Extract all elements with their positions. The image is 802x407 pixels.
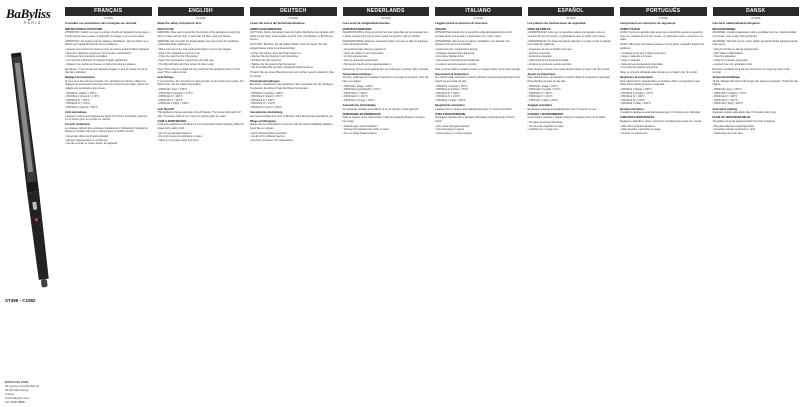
list-item: • Accendere l'apparecchio. (435, 55, 465, 59)
language-header: FRANÇAIS (65, 7, 152, 16)
list-item: • Achten Sie darauf, dass das Haar trocken ist. (250, 51, 302, 55)
list-item: • Opbevares på et tørt sted. (712, 131, 744, 135)
paragraph: ATTENZIONE: Non toccare le piastre riscaldanti e non lasciare mai l'apparecchio acceso incustodito. (435, 39, 510, 47)
bullet-list (65, 135, 152, 146)
language-column (617, 7, 710, 403)
list-item: • Do not immerse the appliance in water. (157, 135, 203, 139)
list-item: • Certifique-se de que o cabelo está seco. (620, 51, 667, 55)
paragraph: ADVARSEL: Rør ikke ved de varme plader og efterlad aldrig apparatet tændt uden opsyn. (712, 39, 798, 47)
list-item: • PROFILE IV = 210°C (435, 95, 461, 99)
section-heading: GEBRUIKSAANWIJZING (342, 27, 372, 31)
column-body (435, 28, 522, 136)
paragraph: Scollegare l'apparecchio e lasciarlo raffreddare completamente prima di pulirlo. (435, 116, 515, 123)
language-column (62, 7, 155, 403)
paragraph: Nota: al primo utilizzo potrebbe esserci un leggero odore. È del tutto normale. (435, 67, 521, 71)
list-item: • Brug ikke slibende rengøringsmidler. (712, 124, 755, 128)
column-intro: Leggere prima le istruzioni di sicurezza. (435, 21, 489, 25)
list-item: • Keine Scheuermittel verwenden. (250, 131, 288, 135)
list-item: • Conservare in un luogo asciutto. (435, 131, 473, 135)
paragraph: Nota: durante el primer uso puede desprenderse un ligero olor. Es normal. (527, 67, 610, 71)
list-item: • PROFILE V (high) = 230°C (157, 102, 190, 106)
section-heading: VERZORGING EN ONDERHOUD (342, 112, 381, 116)
bullet-list (620, 52, 707, 70)
column-body (158, 28, 245, 143)
column-intro: Lees eerst de veiligheidsinstructies. (342, 21, 391, 25)
column-body (343, 28, 430, 136)
paragraph: Het apparaat schakelt automatisch uit na 72 minuten zonder gebruik. (342, 107, 419, 111)
hair-straightener-icon (5, 42, 57, 292)
section-heading: Temperatuurinstellingen (342, 72, 372, 76)
list-item: • PROFILE IV = 210°C (342, 95, 368, 99)
column-intro: Consultez ces précautions des consignes de sécurité. (65, 21, 137, 25)
footer-line: France (5, 392, 15, 396)
list-item: • Les témoins s'allument et l'appareil chauffe rapidement. (65, 58, 129, 62)
bullet-list (65, 48, 152, 66)
footer-line: www.babyliss.com (5, 396, 30, 400)
section-heading: Spegnimento automatico (435, 103, 465, 107)
list-item: • Select the temperature required for your hair type. (157, 58, 215, 62)
list-item: • Ranger l'appareil dans un endroit sec. (65, 138, 109, 142)
bullet-list (343, 48, 430, 66)
paragraph: Bemærk: ved første brug kan der forekomme en svag lugt. Det er helt normalt. (712, 67, 790, 75)
list-item: • Não mergulhe o aparelho em água. (620, 128, 661, 132)
list-item: • Séparez une mèche de cheveux et placez-la entre les plaques. (65, 62, 137, 66)
list-item: • PROFILE III = 190°C (65, 98, 90, 102)
paragraph: Haal de stekker uit het stopcontact en laat het apparaat afkoelen voordat u het reinigt. (342, 116, 426, 123)
section-heading: HOW TO USE (157, 27, 174, 31)
list-item: • PROFILE I (bassa) = 150°C (435, 84, 468, 88)
list-item: • Schalten Sie das Gerät ein. (250, 58, 283, 62)
section-heading: Conseils d'utilisation (65, 123, 91, 127)
list-item: • Sæt stikket i stikkontakten. (712, 51, 744, 55)
list-item: • PROFILE III = 190°C (342, 91, 368, 95)
list-item: • Enchufe el aparato. (527, 51, 551, 55)
list-item: • PROFILE III = 190°C (620, 95, 645, 99)
paragraph: ¡ADVERTENCIA!: No toque las placas calientes y no deje nunca el aparato encendido sin vigilancia. (527, 39, 611, 47)
language-header: NEDERLANDS (343, 7, 430, 16)
language-header: ITALIANO (435, 7, 522, 16)
paragraph: L'apparecchio si spegne automaticamente dopo 72 minuti di inutilizzo. (435, 107, 513, 111)
list-item: • PROFILE II (gemiddeld) = 170°C (342, 88, 381, 92)
list-item: • No utilice productos abrasivos. (527, 121, 564, 125)
list-item: • PROFILE I (baixa) = 150°C (620, 88, 652, 92)
list-item: • PROFILE V (élevé) = 230°C (65, 106, 98, 110)
paragraph: ADVARSEL: Undgå at apparatets varme overflade kommer i direkte kontakt med huden, især ansigt, hals og hænder. (712, 31, 797, 38)
bullet-list (528, 48, 615, 66)
list-item: • Press the switch to the ON position. (157, 55, 199, 59)
model-code: ST496E (196, 17, 206, 20)
paragraph: Unplug the appliance and allow it to cool completely before cleaning. Wipe the plates with a damp cloth. (157, 123, 244, 130)
language-header: PORTUGUÊS (620, 7, 707, 16)
section-heading: CURA E MANUTENZIONE (435, 112, 466, 116)
section-heading: BRUGSANVISNING (712, 27, 736, 31)
list-item: • Asegúrese de que el cabello esté seco. (527, 48, 573, 52)
paragraph: Voor fijn, geblondeerd of gekleurd haar kiest u een lage temperatuur. Voor dik haar een hogere. (342, 76, 429, 83)
footer-line: 99 avenue Aristide Briand (5, 384, 40, 388)
language-column (525, 7, 618, 403)
bullet-list (435, 85, 522, 103)
section-heading: Automatisk slukning (712, 107, 738, 111)
model-code: ST496E (566, 17, 576, 20)
column-intro: Read the safety instructions first. (157, 21, 202, 25)
footer-line: BABYLISS SARL (5, 380, 30, 384)
list-item: • PROFILE II (middel) = 170°C (712, 91, 747, 95)
list-item: • Tænd for apparatet. (712, 55, 737, 59)
list-item: • PROFILE II (media) = 170°C (527, 88, 561, 92)
list-item: • PROFILE V (alta) = 230°C (435, 98, 466, 102)
paragraph: If you have fine, thin, bleached or coloured hair use the lower heat setting. For thicker hair, use the higher heat setting. (157, 79, 244, 87)
paragraph: Ziehen Sie den Netzstecker und lassen Sie das Gerät vollständig abkühlen, bevor Sie es reinigen. (250, 123, 334, 130)
section-heading: CARE & MAINTENANCE (157, 119, 187, 123)
paragraph: WAARSCHUWING: Zorg ervoor dat het hete oppervlak van het apparaat niet in direct contact komt met de huid, vooral met gezicht, hals en handen. (342, 31, 428, 38)
brand-logo: BaByliss (6, 6, 51, 21)
list-item: • Non immergere in acqua. (435, 128, 465, 132)
section-heading: Ajustes de temperatura (527, 72, 556, 76)
list-item: • PROFILE III = 190°C (157, 95, 183, 99)
bullet-list (158, 132, 245, 143)
list-item: • Branchez l'appareil et appuyez sur le bouton marche/arrêt. (65, 51, 132, 55)
list-item: • PROFILE IV = 210°C (620, 98, 646, 102)
paragraph: Si vous avez des cheveux bouclés, fins, décolorés ou colorés, utilisez les réglages de température plus bas. Pour des cheveux plus épais, utilisez les réglages de température plus élevés. (65, 79, 149, 90)
paragraph: ¡ADVERTENCIA!: Evite que la superficie caliente del aparato entre en contacto directo con la piel, en particular la cara, el cuello y las manos. (527, 31, 606, 38)
paragraph: WARNING: Take care to avoid the hot surface of the appliance coming into direct contact with the skin, in particular the face, neck and hands. (157, 31, 241, 38)
bullet-list (158, 48, 245, 66)
list-item: • PROFILE V (høj) = 230°C (712, 102, 743, 106)
bullet-list (713, 125, 800, 136)
section-heading: CUIDADOS E MANUTENÇÃO (620, 116, 655, 120)
list-item: • Steek de stekker in het stopcontact. (342, 51, 384, 55)
footer-line: Tel: 0800 8888 (5, 400, 25, 404)
list-item: • Ligue o aparelho. (620, 58, 641, 62)
bullet-list (435, 48, 522, 66)
paragraph: Til fint, afbleget eller farvet hår bruges den laveste temperatur. Til tykt hår den højeste. (712, 79, 799, 87)
section-heading: Automatische uitschakeling (342, 103, 376, 107)
paragraph: WAARSCHUWING: Raak de verwarmde platen niet aan en laat het apparaat nooit onbeheerd achter. (342, 39, 428, 47)
section-heading: COMO UTILIZAR (620, 27, 640, 31)
bullet-list (620, 125, 707, 136)
list-item: • PROFILE II (medium) = 170°C (157, 91, 193, 95)
list-item: • PROFILE V (hoch) = 230°C (250, 106, 283, 110)
list-item: • PROFILE III = 190°C (712, 95, 738, 99)
list-item: • Op een droge plaats bewaren. (342, 131, 378, 135)
list-item: • The light will flash and then remain lit when ready. (157, 62, 215, 66)
column-body (250, 28, 337, 143)
column-intro: Leia primeiro as instruções de segurança. (620, 21, 676, 25)
list-item: • Het lampje brandt als het apparaat klaar is. (342, 62, 392, 66)
list-item: • PROFILE I (baja) = 150°C (527, 84, 559, 88)
section-heading: GEBRAUCHSANWEISUNG (250, 27, 282, 31)
column-intro: Lesen Sie zuerst die Sicherheitshinweise. (250, 21, 306, 25)
paragraph: Para cabelos finos, descolorados ou pintados utilize a temperatura mais baixa. Para cabelos grossos a mais alta. (620, 79, 700, 87)
list-item: • Não utilize produtos abrasivos. (620, 124, 656, 128)
section-heading: Automatische Abschaltung (250, 111, 283, 115)
paragraph: O aparelho desliga-se automaticamente após 72 minutos sem utilização. (620, 111, 701, 115)
section-heading: Pflege und Reinigung (250, 119, 276, 123)
bullet-list (435, 125, 522, 136)
list-item: • Vælg den ønskede temperatur. (712, 58, 749, 62)
model-code: ST496E (473, 17, 483, 20)
section-heading: Regulações de temperatura (620, 76, 653, 80)
section-heading: Auto Shut-Off (157, 107, 174, 111)
bullet-list (528, 85, 615, 103)
paragraph: Desenchufe el aparato y déjelo enfriar por completo antes de limpiarlo. (527, 116, 606, 120)
bullet-list (343, 85, 430, 103)
language-header: DANSK (713, 7, 800, 16)
list-item: • Collegare l'apparecchio alla presa. (435, 51, 475, 55)
list-item: • Guárdelo en un lugar seco. (527, 128, 560, 132)
list-item: • An einem trockenen Ort aufbewahren. (250, 138, 294, 142)
paragraph: ATTENTION ! Ne touchez pas les plaques chauffantes. Ne les plaisez ni ne laissez pas l'appareil branché sans surveillance. (65, 39, 149, 47)
list-item: • Kies de gewenste temperatuur. (342, 58, 379, 62)
paragraph: Das Gerät schaltet sich nach 72 Minuten ohne Benutzung automatisch aus. (250, 114, 334, 118)
list-item: • PROFILE V (alta) = 230°C (620, 102, 651, 106)
bullet-list (250, 52, 337, 70)
list-item: • Zet het apparaat aan. (342, 55, 368, 59)
language-header: DEUTSCH (250, 7, 337, 16)
paragraph: Opmerking: bij het eerste gebruik kan een lichte geur ontstaan. Dit is normaal. (342, 67, 429, 71)
bullet-list (528, 121, 615, 132)
list-item: • Stecken Sie den Stecker in die Steckdose. (250, 55, 299, 59)
model-code: ST496E (288, 17, 298, 20)
section-heading: CUIDADO Y MANTENIMIENTO (527, 112, 564, 116)
model-code: ST496E (103, 17, 113, 20)
paragraph: ATTENZIONE: Evitare che la superficie calda dell'apparecchio entri in contatto diretto con la pelle, in particolare viso, collo e mani. (435, 31, 513, 38)
list-item: • Gebruik geen schuurmiddelen. (342, 124, 379, 128)
paragraph: This appliance has an automatic shut-off feature. The product will switch off after 72 minutes without use. Press the switch again to restart. (157, 111, 241, 118)
list-item: • Choisissez la température souhaitée. (65, 55, 108, 59)
paragraph: L'appareil s'éteint automatiquement après 72 minutes d'inactivité. Appuyez sur le bouton pour le remettre en marche. (65, 114, 148, 122)
list-item: • PROFILE II (média) = 170°C (620, 91, 654, 95)
list-item: • Apparatet må ikke nedsænkes i vand. (712, 128, 756, 132)
paragraph: Note: There may be a slight burning smell from the appliance when it's first used. This is quite normal. (157, 67, 241, 75)
list-item: • No sumerja el aparato en agua. (527, 124, 565, 128)
paragraph: ACHTUNG: Achten Sie darauf, dass die heiße Oberfläche des Gerätes nicht direkt mit der Haut, insbesondere Gesicht, Hals und Händen, in Berührung kommt. (250, 31, 335, 42)
bullet-list (250, 132, 337, 143)
paragraph: Bei feinem, blondiertem oder gefärbtem Haar verwenden Sie die niedrigere Temperatur, bei dickem Haar die höhere Temperatur. (250, 83, 334, 90)
list-item: • Dompel het apparaat niet onder in water. (342, 128, 390, 132)
list-item: • Plug in the straightener and turn it on. (157, 51, 201, 55)
language-column (432, 7, 525, 403)
paragraph: ATTENTION ! Veillez à ce que la surface chauffe de l'appareil n'entre pas en contact direct avec la peau en particulier du visage, le cou ou les mains. (65, 31, 150, 38)
column-body (620, 28, 707, 136)
list-item: • Gerät nicht in Wasser tauchen. (250, 135, 286, 139)
brand-sidebar (0, 0, 62, 407)
paragraph: Apparatet slukker automatisk efter 72 minutter uden brug. (712, 111, 777, 115)
section-heading: INSTRUCTIONS D'UTILISATION (65, 27, 103, 31)
list-item: • PROFILE I (lav) = 150°C (712, 88, 742, 92)
column-body (528, 28, 615, 132)
list-item: • PROFILE IV = 210°C (527, 95, 553, 99)
list-item: • PROFILE II (mittel) = 170°C (250, 95, 283, 99)
list-item: • Lampen lyser når apparatet er klar. (712, 62, 753, 66)
language-column (340, 7, 433, 403)
paragraph: Nota: na primeira utilização pode libertar-se um ligeiro odor. É normal. (620, 71, 698, 75)
list-item: • Selezionare la temperatura desiderata. (435, 58, 480, 62)
column-body (713, 28, 800, 136)
bullet-list (713, 88, 800, 106)
list-item: • Die Kontrollleuchte leuchtet, sobald das Gerät bereit ist. (250, 66, 314, 70)
section-heading: PLEJE OG VEDLIGEHOLDELSE (712, 116, 751, 120)
section-heading: MODO DE EMPLEO (527, 27, 551, 31)
list-item: • Make sure hair is dry and combed through to remove any tangles. (157, 48, 232, 52)
paragraph: El aparato se apaga automáticamente tras 72 minutos sin uso. (527, 107, 597, 111)
manufacturer-footer (5, 380, 61, 404)
section-heading: Impostazioni di temperatura (435, 72, 469, 76)
list-item: • PROFILE III = 190°C (250, 98, 275, 102)
list-item: • PROFILE V (alta) = 230°C (527, 98, 559, 102)
list-item: • Do not use abrasive cleaners. (157, 131, 193, 135)
list-item: • A luz acende quando está pronto. (620, 66, 659, 70)
paragraph: Hinweis: Bei der ersten Benutzung kann ein leichter Geruch entstehen. Dies ist normal. (250, 71, 335, 78)
list-item: • El piloto se enciende cuando está listo. (527, 62, 573, 66)
paragraph: Tag stikket ud og lad apparatet køle helt af før rengøring. (712, 119, 776, 123)
bullet-list (343, 125, 430, 136)
list-item: • Ne jamais utiliser de produits abrasifs. (65, 135, 109, 139)
footer-line: 92120 Montrouge (5, 388, 29, 392)
column-body (65, 28, 152, 146)
list-item: • PROFILE I (faible) = 150°C (65, 91, 97, 95)
list-item: • Sørg for at håret er tørt og redt igennem. (712, 48, 760, 52)
list-item: • PROFILE IV = 210°C (157, 98, 183, 102)
section-heading: UTILIZZO (435, 27, 447, 31)
paragraph: WARNING: Do not touch the heated plates and never leave the appliance unattended while switched on. (157, 39, 239, 47)
list-item: • Non usare detergenti abrasivi. (435, 124, 470, 128)
paragraph: Desligue o aparelho e deixe-o arrefecer completamente antes de o limpar. (620, 119, 703, 123)
list-item: • Encienda el aparato. (527, 55, 553, 59)
paragraph: Para cabellos finos, decolorados o teñidos utilice la temperatura más baja. Para cabellos gruesos la más alta. (527, 76, 610, 83)
bullet-list (250, 92, 337, 110)
list-item: • PROFILE II (media) = 170°C (435, 88, 469, 92)
list-item: • Assurez-vous d'avoir les cheveux secs et propres avant d'utiliser l'appareil. (65, 48, 150, 52)
model-number: ST496 - C1082 (5, 298, 36, 303)
language-header: ESPAÑOL (528, 7, 615, 16)
list-item: • Ligue o aparelho à tomada. (620, 55, 653, 59)
language-columns (62, 7, 802, 403)
language-column (247, 7, 340, 403)
paragraph: Remarque : il est normal que l'appareil dégage un peu de fumée lors de la première utilisation. (65, 67, 148, 75)
paragraph: Per capelli sottili, decolorati o colorati utilizzare la temperatura più bassa. Per capelli spessi quella più alta. (435, 76, 521, 83)
list-item: • PROFILE IV = 210°C (712, 98, 738, 102)
bullet-list (713, 48, 800, 66)
model-code: ST496E (658, 17, 668, 20)
list-item: • PROFILE I (niedrig) = 150°C (250, 91, 284, 95)
list-item: • PROFILE I (low) = 150°C (157, 88, 188, 92)
language-column (155, 7, 248, 403)
list-item: • Zorg dat het haar droog en gekamd is. (342, 48, 387, 52)
list-item: • PROFILE I (laag) = 150°C (342, 84, 374, 88)
list-item: • Assicurarsi che i capelli siano asciutti. (435, 48, 479, 52)
column-intro: Læs først sikkerhedsanvisningerne. (712, 21, 761, 25)
list-item: • Ne pas enrouler le cordon autour de l'appareil. (65, 142, 118, 146)
section-heading: Temperaturindstillinger (712, 76, 741, 80)
paragraph: AVISO: Tenha em atenção para evitar que a superfície quente do aparelho entre em contacto directo com a pele, em particular a cara, o pescoço e as mãos. (620, 31, 703, 42)
bullet-list (158, 88, 245, 106)
list-item: • Wählen Sie die gewünschte Temperatur. (250, 62, 297, 66)
language-header: ENGLISH (158, 7, 245, 16)
section-heading: Réglages de température (65, 76, 95, 80)
list-item: • PROFILE III = 190°C (435, 91, 460, 95)
paragraph: ACHTUNG: Berühren Sie die heißen Platten nicht und lassen Sie das eingeschaltete Gerät nie unbeaufsichtigt. (250, 43, 327, 50)
brand-tagline: PARIS (24, 21, 42, 25)
section-heading: Temperatureinstellungen (250, 79, 280, 83)
section-heading: Desligar automático (620, 107, 644, 111)
list-item: • PROFILE III = 190°C (527, 91, 553, 95)
bullet-list (620, 88, 707, 106)
language-column (710, 7, 802, 403)
list-item: • PROFILE V (hoog) = 230°C (342, 98, 375, 102)
list-item: • PROFILE IV = 210°C (250, 102, 276, 106)
model-code: ST496E (751, 17, 761, 20)
list-item: • PROFILE II (moyen) = 170°C (65, 95, 100, 99)
list-item: • Store in a dry place away from heat. (157, 138, 200, 142)
section-heading: Arrêt automatique (65, 111, 87, 115)
paragraph: Les plaques doivent être nettoyées régulièrement. Débranchez l'appareil et laissez-le refroidir avant de le nettoyer avec un chiffon humide. (65, 126, 149, 134)
list-item: • Seleccione la temperatura deseada. (527, 58, 570, 62)
paragraph: AVISO: Não toque nas placas quentes e nunca deixe o aparelho ligado sem vigilância. (620, 43, 705, 50)
list-item: • La spia si accende quando è pronto. (435, 62, 477, 66)
section-heading: Apagado automático (527, 103, 553, 107)
bullet-list (65, 92, 152, 110)
list-item: • Guarde num local seco. (620, 131, 648, 135)
list-item: • PROFILE IV = 210°C (65, 102, 91, 106)
list-item: • Seleccione a temperatura pretendida. (620, 62, 664, 66)
section-heading: Heat Settings (157, 76, 174, 80)
column-intro: Lea primero las instrucciones de seguridad. (527, 21, 587, 25)
model-code: ST496E (381, 17, 391, 20)
